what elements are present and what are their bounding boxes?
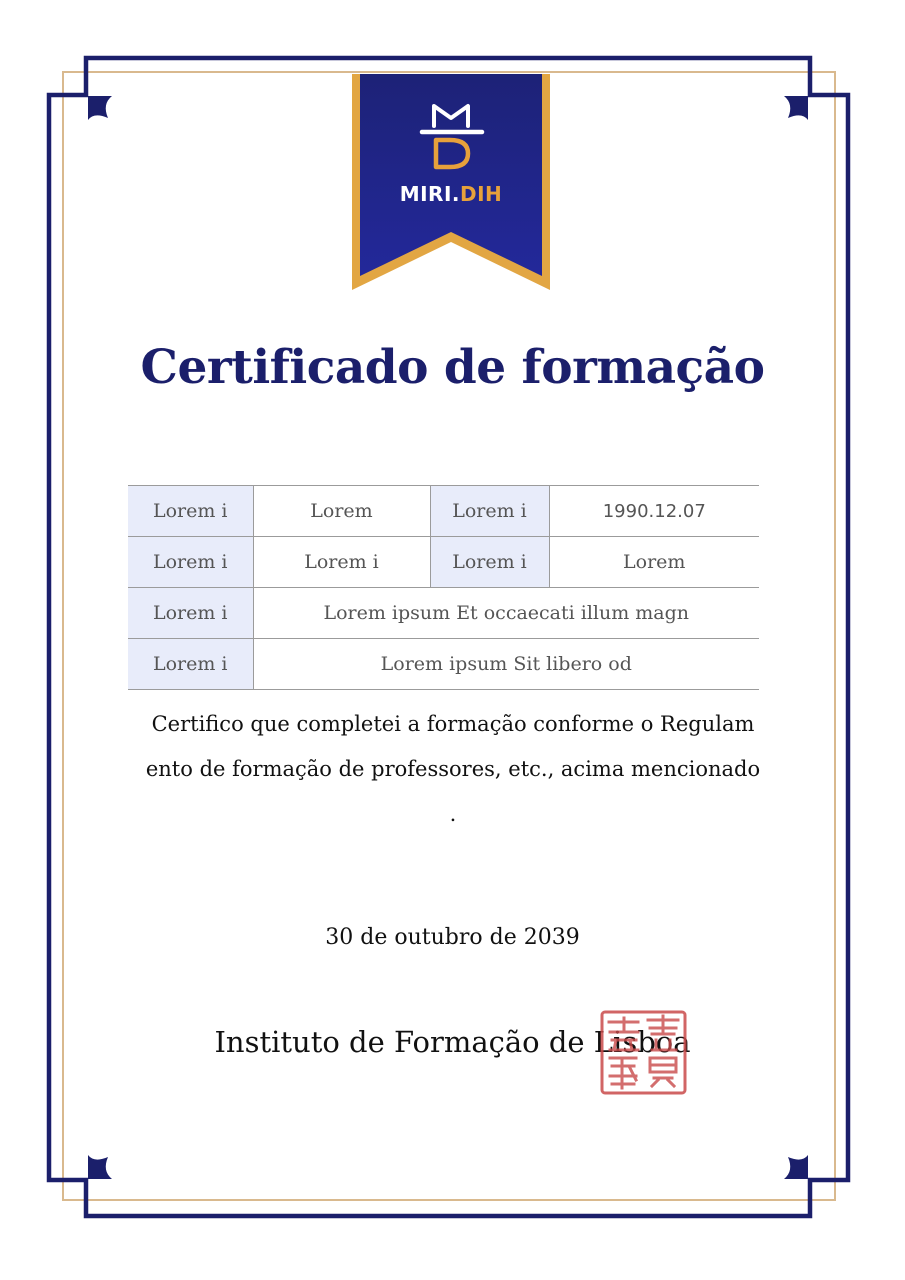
- table-cell: Lorem i: [430, 486, 549, 537]
- brand-name-part-2: DIH: [460, 182, 503, 206]
- table-row: [128, 486, 759, 537]
- table-cell: Lorem i: [128, 639, 253, 690]
- statement-line: .: [449, 802, 457, 826]
- table-cell: Lorem: [253, 486, 430, 537]
- table-cell: Lorem: [549, 537, 759, 588]
- red-seal-stamp-icon: [600, 1010, 687, 1095]
- table-cell: Lorem i: [253, 537, 430, 588]
- table-cell: Lorem i: [128, 537, 253, 588]
- table-cell: Lorem ipsum Et occaecati illum magn: [253, 588, 759, 639]
- trainee-info-table: [128, 485, 759, 690]
- certification-statement: [123, 702, 783, 837]
- institution-name: Instituto de Formação de Lisboa: [214, 1025, 691, 1059]
- table-cell: Lorem i: [128, 588, 253, 639]
- table-row: [128, 639, 759, 690]
- brand-wordmark: [352, 182, 550, 206]
- table-cell: Lorem i: [128, 486, 253, 537]
- table-cell: Lorem ipsum Sit libero od: [253, 639, 759, 690]
- brand-name-part-1: MIRI.: [399, 182, 460, 206]
- table-row: [128, 588, 759, 639]
- table-row: [128, 537, 759, 588]
- table-cell: Lorem i: [430, 537, 549, 588]
- issue-date: 30 de outubro de 2039: [325, 925, 580, 950]
- table-cell: 1990.12.07: [549, 486, 759, 537]
- certificate-title: Certificado de formação: [140, 340, 765, 395]
- statement-line: Certifico que completei a formação conforme o Regulam: [151, 712, 755, 736]
- statement-line: ento de formação de professores, etc., acima mencionado: [145, 757, 761, 781]
